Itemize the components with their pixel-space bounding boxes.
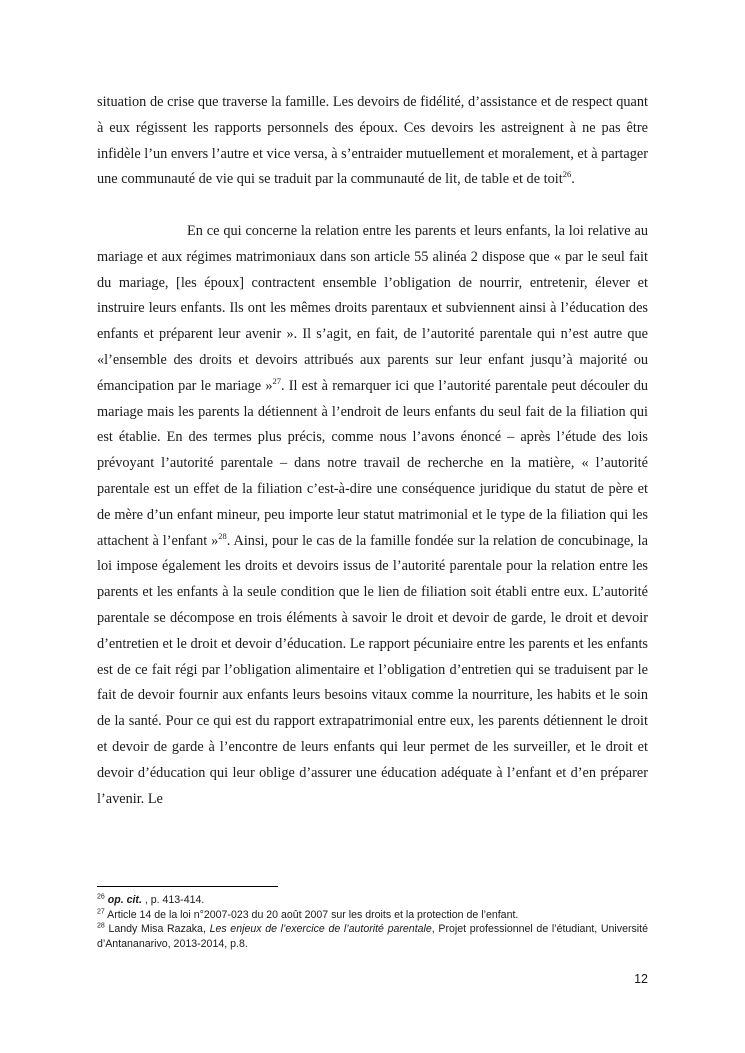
footnote-28-title: Les enjeux de l’exercice de l’autorité parentale xyxy=(209,923,432,936)
footnote-28-text: , Projet professionnel de l’étudiant, Université d’Antananarivo, 2013-2014, p.8. xyxy=(97,923,648,950)
footnote-ref-28: 28 xyxy=(218,530,227,541)
paragraph-1-end: . xyxy=(571,171,575,188)
footnote-26 xyxy=(97,893,648,908)
footnotes xyxy=(97,893,648,951)
paragraph-2-part-3: . Ainsi, pour le cas de la famille fondée sur la relation de concubinage, la loi impose également les droits et devoirs issus de l’autorité parentale pour la relation entre les parents et les enfants à la seule condition que le lien de filiation soit établi entre eux. L’autorité parentale se décompose en trois éléments à savoir le droit et devoir de garde, le droit et devoir d’entretien et le droit et devoir d’éducation. Le rapport pécuniaire entre les parents et les enfants est de ce fait régi par l’obligation alimentaire et l’obligation d’entretien qui se traduisent par le fait de devoir fournir aux enfants leurs besoins vitaux comme la nourriture, les habits et le soin de la santé. Pour ce qui est du rapport extrapatrimonial entre eux, les parents détiennent le droit et devoir de garde à l’encontre de leurs enfants qui leur permet de les surveiller, et le droit et devoir d’éducation qui leur oblige d’assurer une éducation adéquate à l’enfant et d’en préparer l’avenir. Le xyxy=(97,532,648,807)
page-number: 12 xyxy=(634,972,648,986)
paragraph-1-text: situation de crise que traverse la famille. Les devoirs de fidélité, d’assistance et de respect quant à eux régissent les rapports personnels des époux. Ces devoirs les astreignent à ne pas être infidèle l’un envers l’autre et vice versa, à s’entraider mutuellement et moralement, et à partager une communauté de vie qui se traduit par la communauté de lit, de table et de toit xyxy=(97,94,648,188)
paragraph-2 xyxy=(97,219,648,812)
paragraph-2-part-2: . Il est à remarquer ici que l’autorité parentale peut découler du mariage mais les parents la détiennent à l’endroit de leurs enfants du seul fait de la filiation qui est établie. En des termes plus précis, comme nous l’avons énoncé – après l’étude des lois prévoyant l’autorité parentale – dans notre travail de recherche en la matière, « l’autorité parentale est un effet de la filiation c’est-à-dire une conséquence juridique du statut de père et de mère d’un enfant mineur, peu importe leur statut matrimonial et le type de la filiation qui les attachent à l’enfant » xyxy=(97,377,648,549)
footnote-ref-26: 26 xyxy=(562,169,572,180)
footnote-27 xyxy=(97,908,648,923)
footnote-ref-27: 27 xyxy=(272,376,281,386)
footnote-28 xyxy=(97,922,648,951)
paragraph-1 xyxy=(97,90,648,193)
footnote-28-number: 28 xyxy=(97,922,105,930)
main-text xyxy=(97,90,648,812)
footnote-27-text: Article 14 de la loi n°2007-023 du 20 août 2007 sur les droits et la protection de l’enfant. xyxy=(107,908,519,921)
footnote-26-text: , p. 413-414. xyxy=(141,894,205,906)
footnote-26-number: 26 xyxy=(97,893,105,901)
footnote-separator xyxy=(97,886,278,887)
footnote-26-ref: op. cit. xyxy=(107,894,142,906)
footnote-28-author: Landy Misa Razaka, xyxy=(108,923,210,936)
paragraph-2-part-1: En ce qui concerne la relation entre les parents et leurs enfants, la loi relative au mariage et aux régimes matrimoniaux dans son article 55 alinéa 2 dispose que « par le seul fait du mariage, [les époux] contractent ensemble l’obligation de nourrir, entretenir, élever et instruire leurs enfants. Ils ont les mêmes droits parentaux et subviennent ainsi à l’éducation des enfants et préparent leur avenir ». Il s’agit, en fait, de l’autorité parentale qui n’est autre que «l’ensemble des droits et devoirs attribués aux parents sur leur enfant jusqu’à majorité ou émancipation par le mariage » xyxy=(97,222,648,394)
footnote-27-number: 27 xyxy=(97,908,105,916)
